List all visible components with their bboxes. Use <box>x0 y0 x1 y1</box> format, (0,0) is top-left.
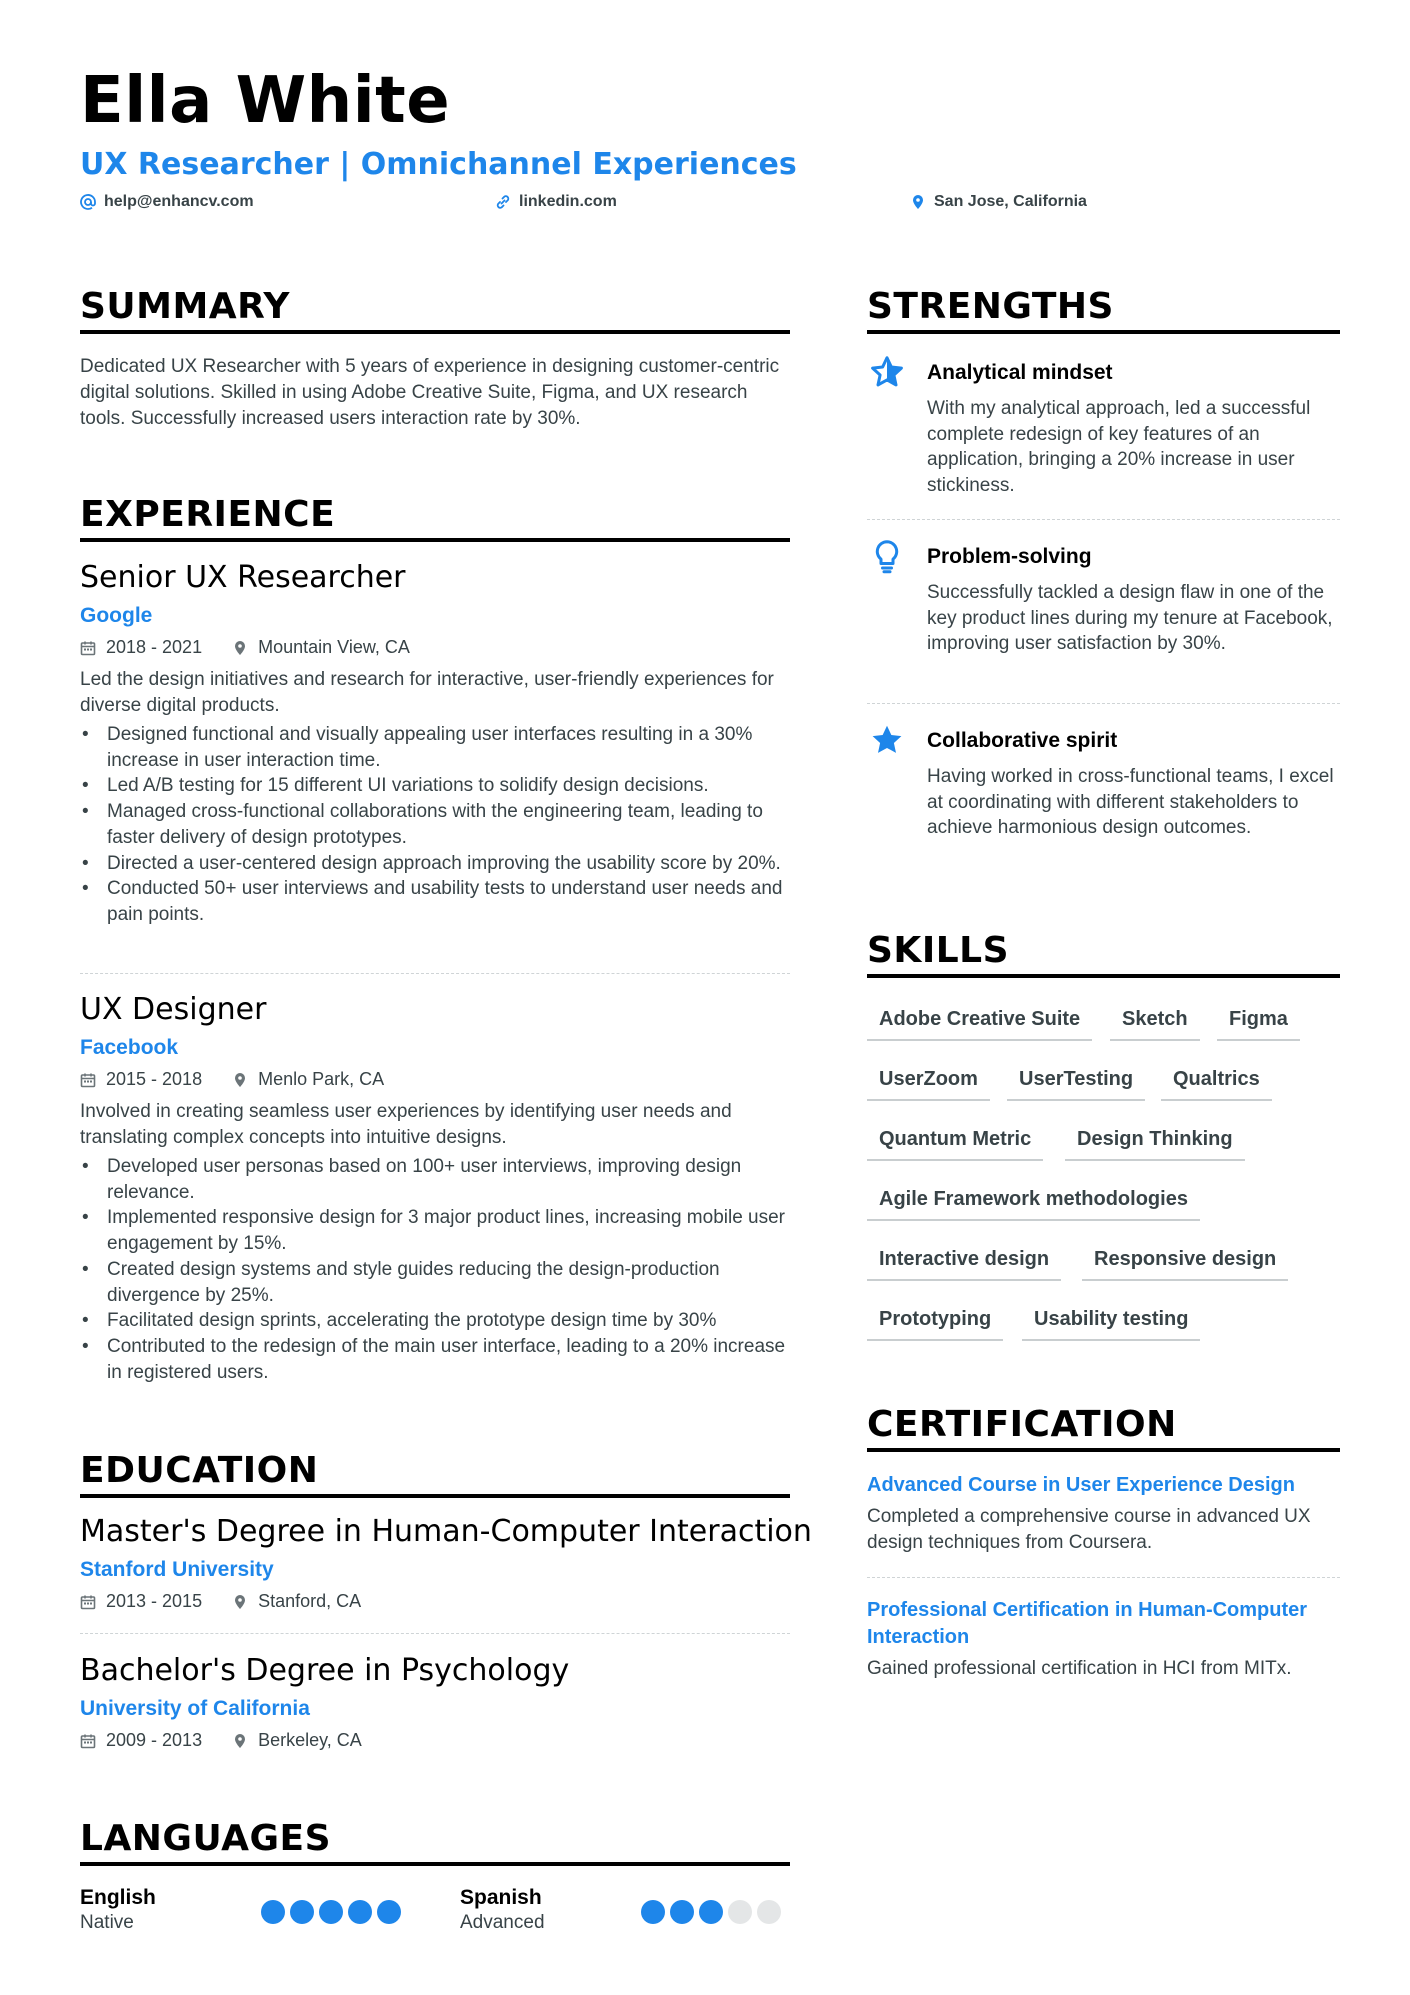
languages-heading: LANGUAGES <box>80 1818 332 1859</box>
strength-text: With my analytical approach, led a successful complete redesign of key features of an application, bringing a 20% increase in user stickiness. <box>927 398 1311 497</box>
rating-dot <box>290 1900 314 1924</box>
cert-text: Completed a comprehensive course in advanced UX design techniques from Coursera. <box>867 1506 1311 1553</box>
list-item: • Led A/B testing for 15 different UI variations to solidify design decisions. <box>80 773 792 799</box>
calendar-icon <box>80 1594 96 1610</box>
contact-email[interactable] <box>80 193 254 211</box>
job-title: UX Designer <box>80 992 267 1027</box>
divider <box>867 1577 1340 1578</box>
divider <box>80 1633 790 1634</box>
cert-title: Advanced Course in User Experience Design <box>867 1474 1295 1496</box>
job-meta <box>80 1069 414 1090</box>
list-item: • Managed cross-functional collaborations with the engineering team, leading to faster delivery of design prototypes. <box>80 799 792 850</box>
rating-dot <box>261 1900 285 1924</box>
certification-heading: CERTIFICATION <box>867 1404 1177 1445</box>
star-filled-icon <box>869 722 905 758</box>
location-pin-icon <box>232 640 248 656</box>
rating-dot <box>319 1900 343 1924</box>
degree-title: Master's Degree in Human-Computer Interaction <box>80 1514 812 1549</box>
skill-tag: Sketch <box>1110 1008 1200 1041</box>
school-name: Stanford University <box>80 1558 274 1581</box>
skill-tag: Quantum Metric <box>867 1128 1043 1161</box>
summary-heading: SUMMARY <box>80 286 290 327</box>
education-rule <box>80 1494 790 1498</box>
rating-dot <box>699 1900 723 1924</box>
divider <box>867 519 1340 520</box>
job-title: Senior UX Researcher <box>80 560 406 595</box>
list-item: • Contributed to the redesign of the main user interface, leading to a 20% increase in registered users. <box>80 1334 792 1385</box>
rating-dot <box>641 1900 665 1924</box>
skill-tag: Qualtrics <box>1161 1068 1272 1101</box>
summary-text: Dedicated UX Researcher with 5 years of experience in designing customer-centric digital solutions. Skilled in using Adobe Creative Suite, Figma, and UX research tools. Successfully increased users interaction rate by 30%. <box>80 356 780 429</box>
job-description: Led the design initiatives and research for interactive, user-friendly experiences for diverse digital products. <box>80 669 774 716</box>
strength-title: Analytical mindset <box>927 361 1113 384</box>
skill-tag: Agile Framework methodologies <box>867 1188 1200 1221</box>
job-bullets <box>80 722 792 928</box>
summary-rule <box>80 330 790 334</box>
job-description: Involved in creating seamless user experiences by identifying user needs and translating complex concepts into intuitive designs. <box>80 1101 732 1148</box>
language-level: Native <box>80 1912 134 1933</box>
school-name: University of California <box>80 1697 310 1720</box>
contact-location <box>910 193 1087 211</box>
at-icon <box>80 194 96 210</box>
contact-linkedin-text: linkedin.com <box>519 193 617 210</box>
language-rating <box>261 1900 401 1924</box>
job-dates: 2018 - 2021 <box>80 637 202 658</box>
cert-title: Professional Certification in Human-Computer Interaction <box>867 1599 1308 1648</box>
contact-email-text: help@enhancv.com <box>104 193 254 210</box>
skill-tag: Design Thinking <box>1065 1128 1245 1161</box>
language-name: Spanish <box>460 1886 542 1909</box>
skills-heading: SKILLS <box>867 930 1010 971</box>
education-heading: EDUCATION <box>80 1450 319 1491</box>
skills-rule <box>867 974 1340 978</box>
education-meta <box>80 1591 391 1612</box>
education-dates: 2009 - 2013 <box>80 1730 202 1751</box>
skill-tag: Responsive design <box>1082 1248 1288 1281</box>
location-pin-icon <box>232 1594 248 1610</box>
strength-title: Collaborative spirit <box>927 729 1118 752</box>
strength-text: Successfully tackled a design flaw in one of the key product lines during my tenure at Facebook, improving user satisfaction by 30%. <box>927 582 1333 655</box>
calendar-icon <box>80 1733 96 1749</box>
rating-dot <box>377 1900 401 1924</box>
contact-location-text: San Jose, California <box>934 193 1087 210</box>
location-pin-icon <box>232 1072 248 1088</box>
education-dates: 2013 - 2015 <box>80 1591 202 1612</box>
star-outline-icon <box>869 354 905 390</box>
link-icon <box>495 194 511 210</box>
candidate-role: UX Researcher | Omnichannel Experiences <box>80 147 797 182</box>
divider <box>80 973 790 974</box>
degree-title: Bachelor's Degree in Psychology <box>80 1653 570 1688</box>
strengths-heading: STRENGTHS <box>867 286 1114 327</box>
company-name: Facebook <box>80 1036 179 1059</box>
languages-rule <box>80 1862 790 1866</box>
job-dates: 2015 - 2018 <box>80 1069 202 1090</box>
lightbulb-icon <box>869 538 905 574</box>
certification-rule <box>867 1448 1340 1452</box>
rating-dot <box>348 1900 372 1924</box>
education-location: Stanford, CA <box>232 1591 361 1612</box>
strength-title: Problem-solving <box>927 545 1092 568</box>
education-location: Berkeley, CA <box>232 1730 362 1751</box>
location-pin-icon <box>232 1733 248 1749</box>
strength-text: Having worked in cross-functional teams, I excel at coordinating with different stakeholders to achieve harmonious design outcomes. <box>927 766 1334 839</box>
experience-heading: EXPERIENCE <box>80 494 336 535</box>
skill-tag: UserTesting <box>1007 1068 1145 1101</box>
list-item: • Created design systems and style guides reducing the design-production divergence by 25%. <box>80 1257 792 1308</box>
education-meta <box>80 1730 392 1751</box>
cert-text: Gained professional certification in HCI from MITx. <box>867 1658 1292 1679</box>
calendar-icon <box>80 640 96 656</box>
list-item: • Designed functional and visually appealing user interfaces resulting in a 30% increase in user interaction time. <box>80 722 792 773</box>
rating-dot <box>728 1900 752 1924</box>
job-location: Menlo Park, CA <box>232 1069 384 1090</box>
skill-tag: Usability testing <box>1022 1308 1200 1341</box>
language-rating <box>641 1900 781 1924</box>
location-pin-icon <box>910 194 926 210</box>
strengths-rule <box>867 330 1340 334</box>
divider <box>867 703 1340 704</box>
skill-tag: Figma <box>1217 1008 1300 1041</box>
job-location: Mountain View, CA <box>232 637 410 658</box>
list-item: • Developed user personas based on 100+ user interviews, improving design relevance. <box>80 1154 792 1205</box>
company-name: Google <box>80 604 153 627</box>
list-item: • Directed a user-centered design approach improving the usability score by 20%. <box>80 851 792 877</box>
skill-tag: UserZoom <box>867 1068 990 1101</box>
skill-tag: Prototyping <box>867 1308 1003 1341</box>
rating-dot <box>757 1900 781 1924</box>
list-item: • Facilitated design sprints, accelerating the prototype design time by 30% <box>80 1308 792 1334</box>
rating-dot <box>670 1900 694 1924</box>
list-item: • Implemented responsive design for 3 major product lines, increasing mobile user engagement by 15%. <box>80 1205 792 1256</box>
job-bullets <box>80 1154 792 1385</box>
calendar-icon <box>80 1072 96 1088</box>
job-meta <box>80 637 440 658</box>
experience-rule <box>80 538 790 542</box>
candidate-name: Ella White <box>80 64 451 138</box>
language-level: Advanced <box>460 1912 545 1933</box>
contact-linkedin[interactable] <box>495 193 617 211</box>
list-item: • Conducted 50+ user interviews and usability tests to understand user needs and pain points. <box>80 876 792 927</box>
skill-tag: Interactive design <box>867 1248 1061 1281</box>
skill-tag: Adobe Creative Suite <box>867 1008 1092 1041</box>
language-name: English <box>80 1886 156 1909</box>
